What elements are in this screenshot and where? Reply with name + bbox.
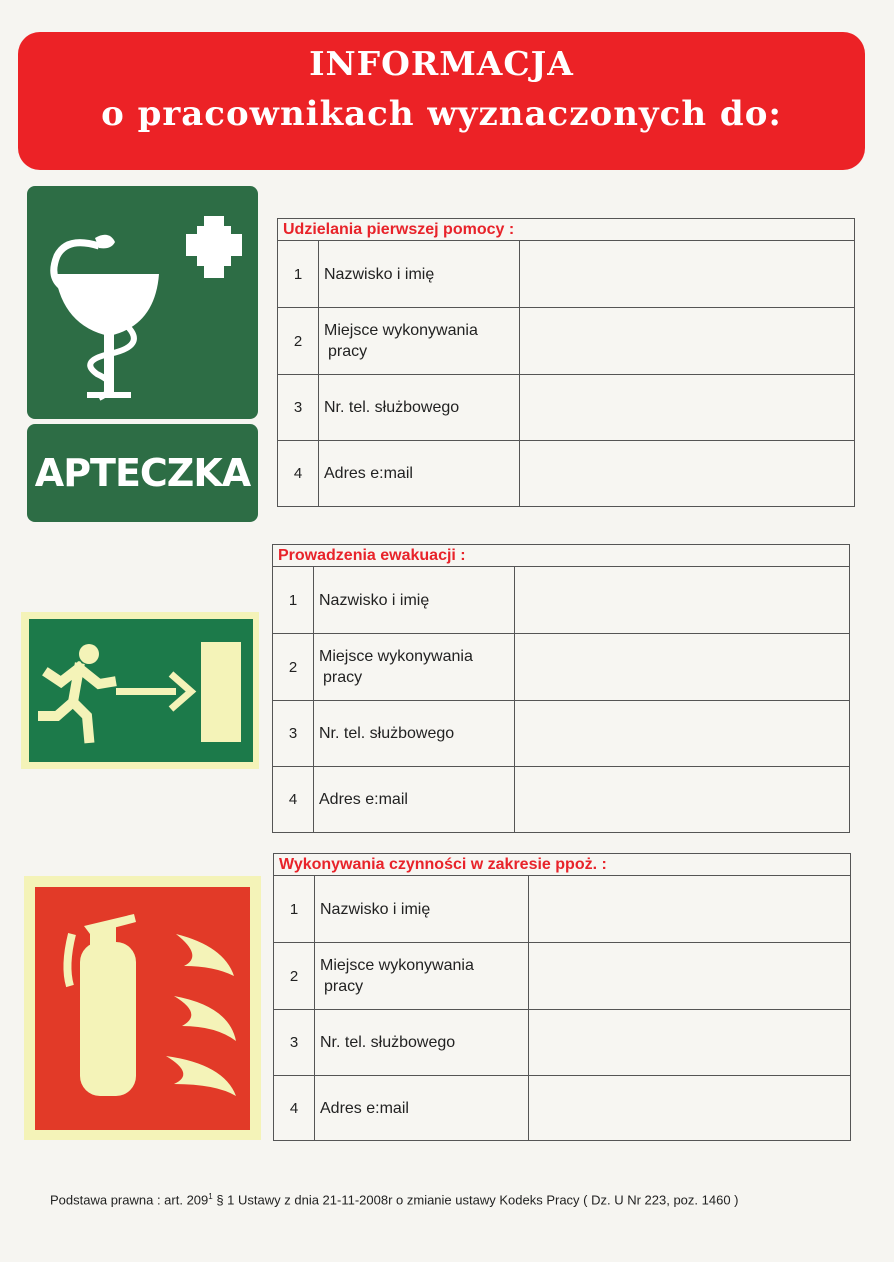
phone-field[interactable]	[520, 375, 854, 440]
table-row	[274, 1009, 850, 1075]
row-label: Nr. tel. służbowego	[319, 375, 520, 440]
section-title: Prowadzenia ewakuacji :	[273, 545, 849, 567]
section-evacuation	[272, 544, 850, 833]
table-row	[274, 876, 850, 942]
footer-superscript: 1	[208, 1192, 213, 1201]
phone-field[interactable]	[529, 1010, 850, 1075]
row-label	[315, 943, 529, 1009]
footer-text: § 1 Ustawy z dnia 21-11-2008r o zmianie ustawy Kodeks Pracy ( Dz. U Nr 223, poz. 1460 )	[212, 1192, 739, 1208]
row-label: Nazwisko i imię	[315, 876, 529, 942]
email-field[interactable]	[520, 441, 854, 506]
row-number: 2	[273, 634, 314, 700]
table-row	[274, 1075, 850, 1140]
name-field[interactable]	[529, 876, 850, 942]
row-number: 4	[278, 441, 319, 506]
phone-field[interactable]	[515, 701, 849, 766]
row-number: 4	[274, 1076, 315, 1140]
evacuation-sign	[21, 612, 259, 769]
table-row	[273, 567, 849, 633]
row-number: 3	[273, 701, 314, 766]
row-label: Nazwisko i imię	[314, 567, 515, 633]
row-number: 1	[278, 241, 319, 307]
row-label-line: Miejsce wykonywania	[324, 322, 478, 339]
caduceus-cross-icon	[27, 186, 258, 419]
row-number: 2	[278, 308, 319, 374]
workplace-field[interactable]	[515, 634, 849, 700]
row-label-line: pracy	[323, 669, 363, 686]
row-number: 3	[274, 1010, 315, 1075]
row-number: 1	[274, 876, 315, 942]
table-row	[278, 241, 854, 307]
section-title: Wykonywania czynności w zakresie ppoż. :	[274, 854, 850, 876]
workplace-field[interactable]	[520, 308, 854, 374]
section-first-aid	[277, 218, 855, 507]
header-title: INFORMACJA	[309, 44, 574, 83]
legal-basis-footer	[50, 1192, 739, 1207]
row-label	[319, 308, 520, 374]
row-label: Adres e:mail	[319, 441, 520, 506]
row-label	[314, 634, 515, 700]
running-man-exit-icon	[21, 612, 259, 769]
row-label: Nr. tel. służbowego	[315, 1010, 529, 1075]
fire-extinguisher-sign	[24, 876, 261, 1140]
row-label: Adres e:mail	[315, 1076, 529, 1140]
workplace-field[interactable]	[529, 943, 850, 1009]
table-row	[273, 766, 849, 832]
row-label-line: pracy	[324, 978, 364, 995]
first-aid-sign	[27, 186, 258, 419]
row-label: Adres e:mail	[314, 767, 515, 832]
email-field[interactable]	[529, 1076, 850, 1140]
section-title: Udzielania pierwszej pomocy :	[278, 219, 854, 241]
table-row	[278, 307, 854, 374]
header-banner	[18, 32, 865, 170]
section-fire-safety	[273, 853, 851, 1141]
row-number: 3	[278, 375, 319, 440]
row-number: 1	[273, 567, 314, 633]
email-field[interactable]	[515, 767, 849, 832]
table-row	[278, 440, 854, 506]
table-row	[278, 374, 854, 440]
row-label: Nazwisko i imię	[319, 241, 520, 307]
row-label: Nr. tel. służbowego	[314, 701, 515, 766]
row-number: 4	[273, 767, 314, 832]
apteczka-label: APTECZKA	[27, 424, 258, 522]
row-label-line: Miejsce wykonywania	[319, 648, 473, 665]
table-row	[273, 633, 849, 700]
name-field[interactable]	[515, 567, 849, 633]
row-number: 2	[274, 943, 315, 1009]
row-label-line: pracy	[328, 343, 368, 360]
row-label-line: Miejsce wykonywania	[320, 957, 474, 974]
footer-text: Podstawa prawna : art. 209	[50, 1192, 209, 1208]
fire-extinguisher-icon	[24, 876, 261, 1140]
name-field[interactable]	[520, 241, 854, 307]
table-row	[273, 700, 849, 766]
table-row	[274, 942, 850, 1009]
header-subtitle: o pracownikach wyznaczonych do:	[101, 94, 782, 134]
